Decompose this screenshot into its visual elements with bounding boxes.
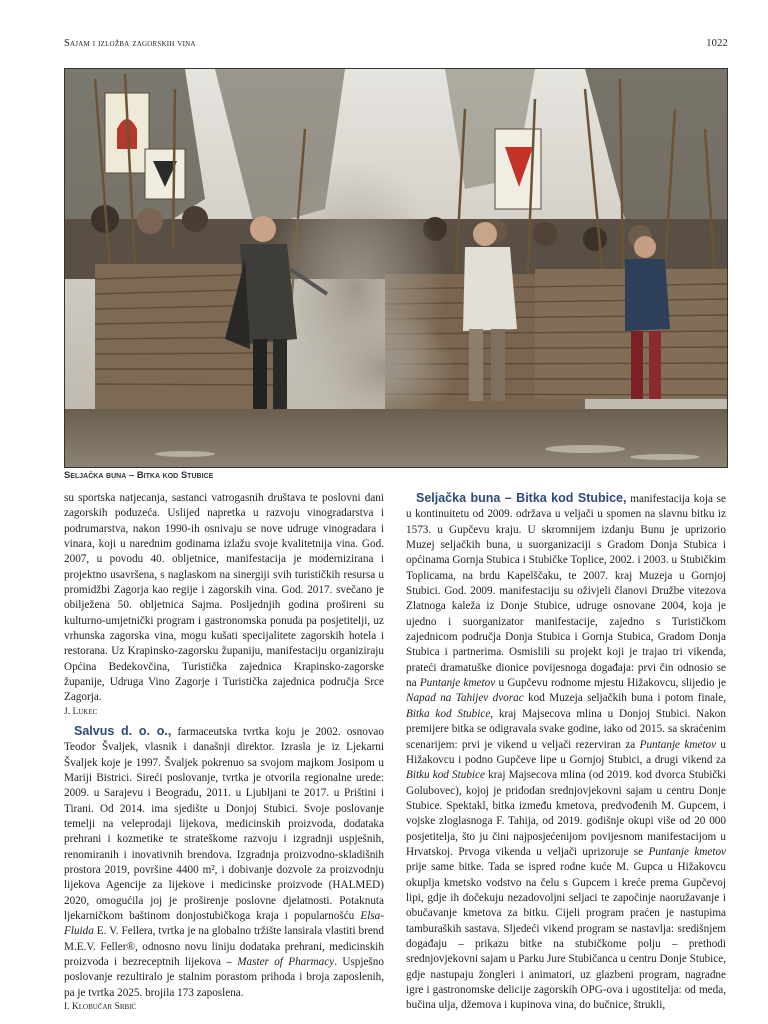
author-initials: I. Klobučar Srbić [64, 1002, 137, 1012]
right-column [406, 491, 726, 1014]
entry-italic-text: Napad na Tahijev dvorac [406, 692, 524, 705]
entry-italic-text: Puntanje kmetov [648, 845, 726, 858]
entry-text: , kraj Majsecova mlina u Donjoj Stubici. Nakon premijere bitka se odigravala svake godine, iako od 2015. sa skraćenim scenarijem: prvi je vikend u veljači rezerviran za [406, 707, 726, 751]
entry-italic-text: Master of Pharmacy [237, 955, 335, 968]
entry-text: . Uspješno poslovanje rezultiralo je stalnim porastom prihoda i broja zaposlenih, pa je tvrtka 2025. brojila 173 zaposlena. [64, 955, 384, 999]
entry-heading: Seljačka buna – Bitka kod Stubice, [416, 491, 627, 505]
entry-text: u Hižakovcu i podno Gupčeve lipe u Gornjoj Stubici, a drugi vikend za [406, 738, 727, 766]
entry-text: E. V. Fellera, tvrtka je na globalno tržište lansirala vlastiti brend M.E.V. Feller®, odnosno novu liniju dodataka prehrani, medicinskih proizvoda i bezreceptnih lijekova – [64, 925, 384, 968]
entry-seljacka-buna [406, 491, 726, 1014]
author-initials: J. Lukec [64, 706, 98, 717]
entry-italic-text: Elsa-Fluida [64, 909, 384, 938]
entry-text: kod Muzeja seljačkih buna i potom finale, [523, 692, 726, 705]
battle-reenactment-photo [64, 68, 728, 468]
photo-caption: Seljačka buna – Bitka kod Stubice [64, 470, 214, 481]
entry-text: manifestacija koja se u kontinuitetu od 2009. održava u veljači u spomen na slavnu bitku iz 1573. u Gupčevu kraju. U skromnijem izdanju Bunu je uprizorio Muzej seljačkih buna, u suorganizaciji s Gradom Donja Stubica i općinama Gornja Stubica i Stubičke Toplice, 2002. i 2003. u Stubičkim Toplicama, na brdu Kapelščaku, te 2007. kraj Muzeja u Gornjoj Stubici. God. 2009. manifestaciju su oživjeli članovi Družbe vitezova Zlatnoga kaleža iz Donje Stubice, udruge osnovane 2004, koja je ujedno i suorganizator manifestacije, zajedno s Turističkom zajednicom područja Donja Stubica i Gornja Stubica, Gradom Donja Stubica i partnerima. Osmislili su projekt koji je trajao tri vikenda, prateći dramatuške dionice povijesnoga događaja: prvi čin odnosio se na [406, 493, 726, 690]
page-number: 1022 [706, 38, 728, 49]
entry-italic-text: Bitku kod Stubice [406, 769, 485, 782]
running-head [64, 38, 728, 54]
left-column [64, 491, 384, 1013]
entry-continuation-paragraph: su sportska natjecanja, sastanci vatrogasnih društava te poslovni dani zagorskih poduzeća. Uslijed napretka u razvoju vinogradarstva i podrumarstva, nakon 1990-ih osnivaju se nove udruge vinogradara i vinara, koji u narednim godinama izlažu svoje kvalitetnija vina. God. 2007, u povodu 40. obljetnice, manifestacija je modernizirana i projektno usavršena, s naglaskom na sinergiji svih turističkih resursa u promidžbi Zagorja kao regije i zagorskih vina. God. 2017. svečano je obilježena 50. obljetnica Sajma. Posljednjih godina prošireni su kulturno-umjetnički program i gastronomska ponuda pa posjetitelji, uz vrhunska zagorska vina, mogu kušati specijalitete zagorskih hotela i restorana. Uz Krapinsko-zagorsku županiju, manifestaciju organiziraju Općina Bedekovčina, Turistička zajednica Krapinsko-zagorske županije, Udruga Vino Zagorje i Turistička zajednica područja Srce Zagorja. [64, 492, 384, 704]
entry-text: prije same bitke. Tada se ispred rodne kuće M. Gupca u Hižakovcu okuplja kmetsko vodstvo na čelu s Gupcem i kreće prema Gupčevoj lipi, gdje ih dočekuju nezadovoljni seljaci te započinje naoružavanje i obučavanje kmetova za bitku. Cijeli program praćen je nastupima tamburaških sastava. Sljedeći vikend program se nastavlja: središnjem događaju – prikazu bitke na stubičkome polju – prethodi srednjovjekovni sajam u Parku Jure Stubičanca u centru Donje Stubice, gdje nastupaju žongleri i animatori, uz glazbeni program, nagradne igre i gastronomske delicije zagorskih OPG-ova i ugostitelja: od meda, bučina ulja, džemova i kupinova vina, do bučnice, štrukli, [406, 861, 727, 1012]
entry-text: farmaceutska tvrtka koju je 2002. osnovao Teodor Švaljek, vlasnik i današnji direktor. Izrasla je iz Ljekarni Švaljek koje je 1997. Švaljek pokrenuo sa svojom majkom Josipom u Mariji Bistrici. Sireći poslovanje, tvrtka je otvorila regionalne urede: 2009. u Sarajevu i Beogradu, 2011. u Ljubljani te 2017. u Prištini i Tirani. Od 2014. ima sjedište u Donjoj Stubici. Svoje poslovanje temelji na veleprodaji lijekova, medicinskih proizvoda, dodataka prehrani i kozmetike te strateškome razvoju i izgradnji uspješnih, renomiranih i inovativnih brendova. Izgradnja proizvodno-skladišnih prostora 2019, površine 4400 m², i dobivanje dozvole za proizvodnju lijekova Agencije za lijekove i medicinske proizvode (HALMED) 2020, omogućila joj je proširenje poslovne djelatnosti. Potaknuta ljekarničkom baštinom donjostubičkoga kraja i popularnošću [64, 725, 384, 922]
entry-italic-text: Puntanje kmetov [419, 677, 496, 690]
entry-heading: Salvus d. o. o., [74, 723, 172, 738]
entry-italic-text: Puntanje kmetov [639, 738, 717, 751]
entry-text: kraj Majsecova mlina (od 2019. kod dvorca Stubički Golubovec), kojoj je pridodan srednjovjekovni sajam u centru Donje Stubice. Spektakl, bitka između kmetova, predvođenih M. Gupcem, i vojske zloglasnoga F. Tahija, od 2019. godišnje okupi više od 20 000 posjetitelja, što ju čini najposjećenijom povijesnom manifestacijom u Hrvatskoj. Prvoga vikenda u veljači uprizoruje se [406, 769, 726, 858]
entry-italic-text: Bitka kod Stubice [406, 707, 491, 720]
running-head-title: Sajam i izložba zagorskih vina [64, 38, 196, 49]
entry-text: u Gupčevu rodnome mjestu Hižakovcu, slijedio je [495, 677, 726, 690]
photo-battle-reenactment-icon [65, 69, 727, 467]
entry-salvus [64, 724, 384, 1001]
